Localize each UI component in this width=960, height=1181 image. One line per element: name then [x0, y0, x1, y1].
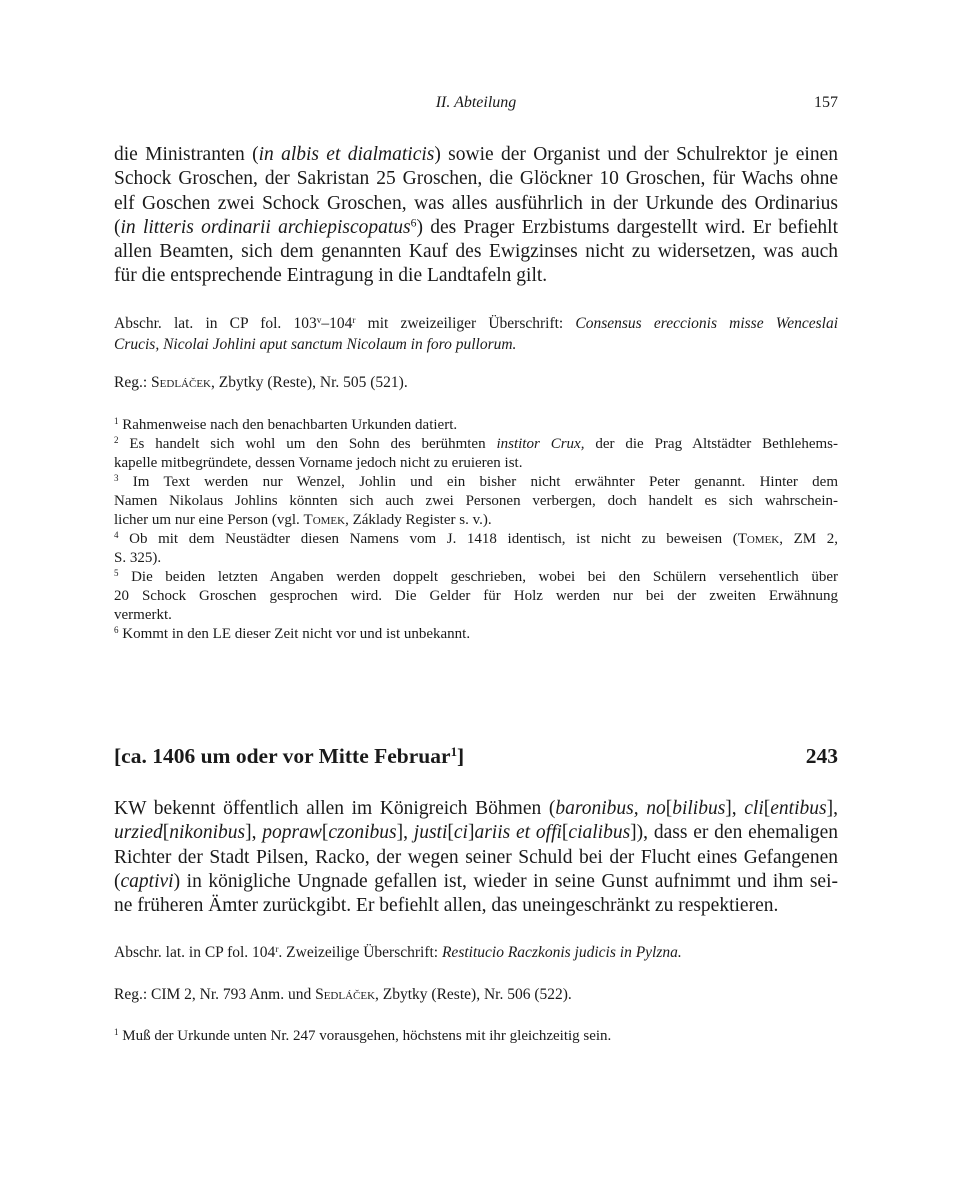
footnote-continuation: kapelle mitbegründete, dessen Vorname jedoch nicht zu eruieren ist. [114, 455, 523, 471]
paragraph-continuation [114, 143, 838, 289]
text-line: Abschr. lat. in CP fol. 104$^r$. Zweizeilige Überschrift: Restitucio Raczkonis judicis in Pylzna. [114, 944, 682, 961]
running-title: II. Abteilung [435, 94, 517, 111]
document-heading [114, 744, 838, 774]
text-line: (captivi) in königliche Ungnade gefallen ist, wieder in seine Gunst aufnimmt und ihm sei- [114, 870, 838, 892]
footnote: $^1$ Muß der Urkunde unten Nr. 247 vorausgehen, höchstens mit ihr gleichzeitig sein. [114, 1027, 612, 1044]
page-number: 157 [814, 94, 838, 111]
abschrift-note [114, 314, 838, 355]
text-line: für die entsprechende Eintragung in die Landtafeln gilt. [114, 265, 548, 287]
footnote-continuation: Namen Nikolaus Johlins könnten sich auch zwei Personen verbergen, doch handelt es sich wahrschein- [114, 493, 838, 509]
text-line: KW bekennt öffentlich allen im Königreich Böhmen (baronibus, no[bilibus], cli[entibus], [114, 798, 838, 819]
author-smallcaps: Sedláček [315, 986, 376, 1003]
footnote: $^4$ Ob mit dem Neustädter diesen Namens vom J. 1418 identisch, ist nicht zu beweisen (Tomek, ZM 2, [114, 530, 838, 547]
text-line: Schock Groschen, der Sakristan 25 Groschen, die Glöckner 10 Groschen, für Wachs ohne [114, 168, 838, 190]
footnotes [114, 416, 838, 644]
footnote-continuation: licher um nur eine Person (vgl. Tomek, Základy Register s. v.). [114, 512, 492, 528]
text-line: (in litteris ordinarii archiepiscopatus$^6$) des Prager Erzbistums dargestellt wird. Er befiehlt [114, 216, 838, 238]
text-line: allen Beamten, sich dem genannten Kauf des Ewigzinses nicht zu widersetzen, was auch [114, 241, 838, 263]
text-line: die Ministranten (in albis et dialmaticis) sowie der Organist und der Schulrektor je einen [114, 144, 838, 165]
footnote: $^6$ Kommt in den LE dieser Zeit nicht vor und ist unbekannt. [114, 625, 471, 642]
text-line: Reg.: Sedláček, Zbytky (Reste), Nr. 505 (521). [114, 374, 408, 391]
regest-paragraph [114, 797, 838, 918]
text-line: elf Goschen zwei Schock Groschen, was alles ausführlich in der Urkunde des Ordinarius [114, 192, 838, 214]
text-line: Reg.: CIM 2, Nr. 793 Anm. und Sedláček, Zbytky (Reste), Nr. 506 (522). [114, 986, 572, 1003]
footnote: $^3$ Im Text werden nur Wenzel, Johlin und ein bisher nicht erwähnter Peter genannt. Hinter dem [114, 473, 838, 490]
footnote: $^5$ Die beiden letzten Angaben werden doppelt geschrieben, wobei bei den Schülern versehentlich über [114, 568, 838, 585]
footnotes [114, 1027, 838, 1046]
text-line: Abschr. lat. in CP fol. 103$^v$–104$^r$ mit zweizeiliger Überschrift: Consensus ereccionis misse Wenceslai [114, 315, 839, 332]
heading-date: [ca. 1406 um oder vor Mitte Februar$^1$] [114, 744, 465, 768]
running-head [114, 94, 838, 118]
footnote: $^2$ Es handelt sich wohl um den Sohn des berühmten institor Crux, der die Prag Altstädter Bethlehems- [114, 435, 838, 452]
text-line: urzied[nikonibus], popraw[czonibus], justi[ci]ariis et offi[cialibus]), dass er den ehemaligen [114, 822, 838, 844]
regest-note [114, 985, 838, 1006]
footnote-continuation: 20 Schock Groschen gesprochen wird. Die Gelder für Holz werden nur bei der zweiten Erwähnung [114, 588, 838, 604]
footnote-continuation: S. 325). [114, 550, 162, 566]
regest-note [114, 373, 838, 394]
footnote-ref: 6 [410, 216, 417, 230]
text-line: Richter der Stadt Pilsen, Racko, der wegen seiner Schuld bei der Flucht eines Gefangenen [114, 846, 838, 868]
footnote-continuation: vermerkt. [114, 607, 172, 623]
abschrift-note [114, 943, 838, 964]
author-smallcaps: Sedláček [151, 374, 211, 391]
text-line: ne früheren Ämter zurückgibt. Er befiehlt allen, das uneingeschränkt zu respektieren. [114, 895, 779, 917]
document-number: 243 [805, 744, 838, 768]
text-line: Crucis, Nicolai Johlini aput sanctum Nicolaum in foro pullorum. [114, 335, 517, 353]
footnote: $^1$ Rahmenweise nach den benachbarten Urkunden datiert. [114, 416, 458, 433]
